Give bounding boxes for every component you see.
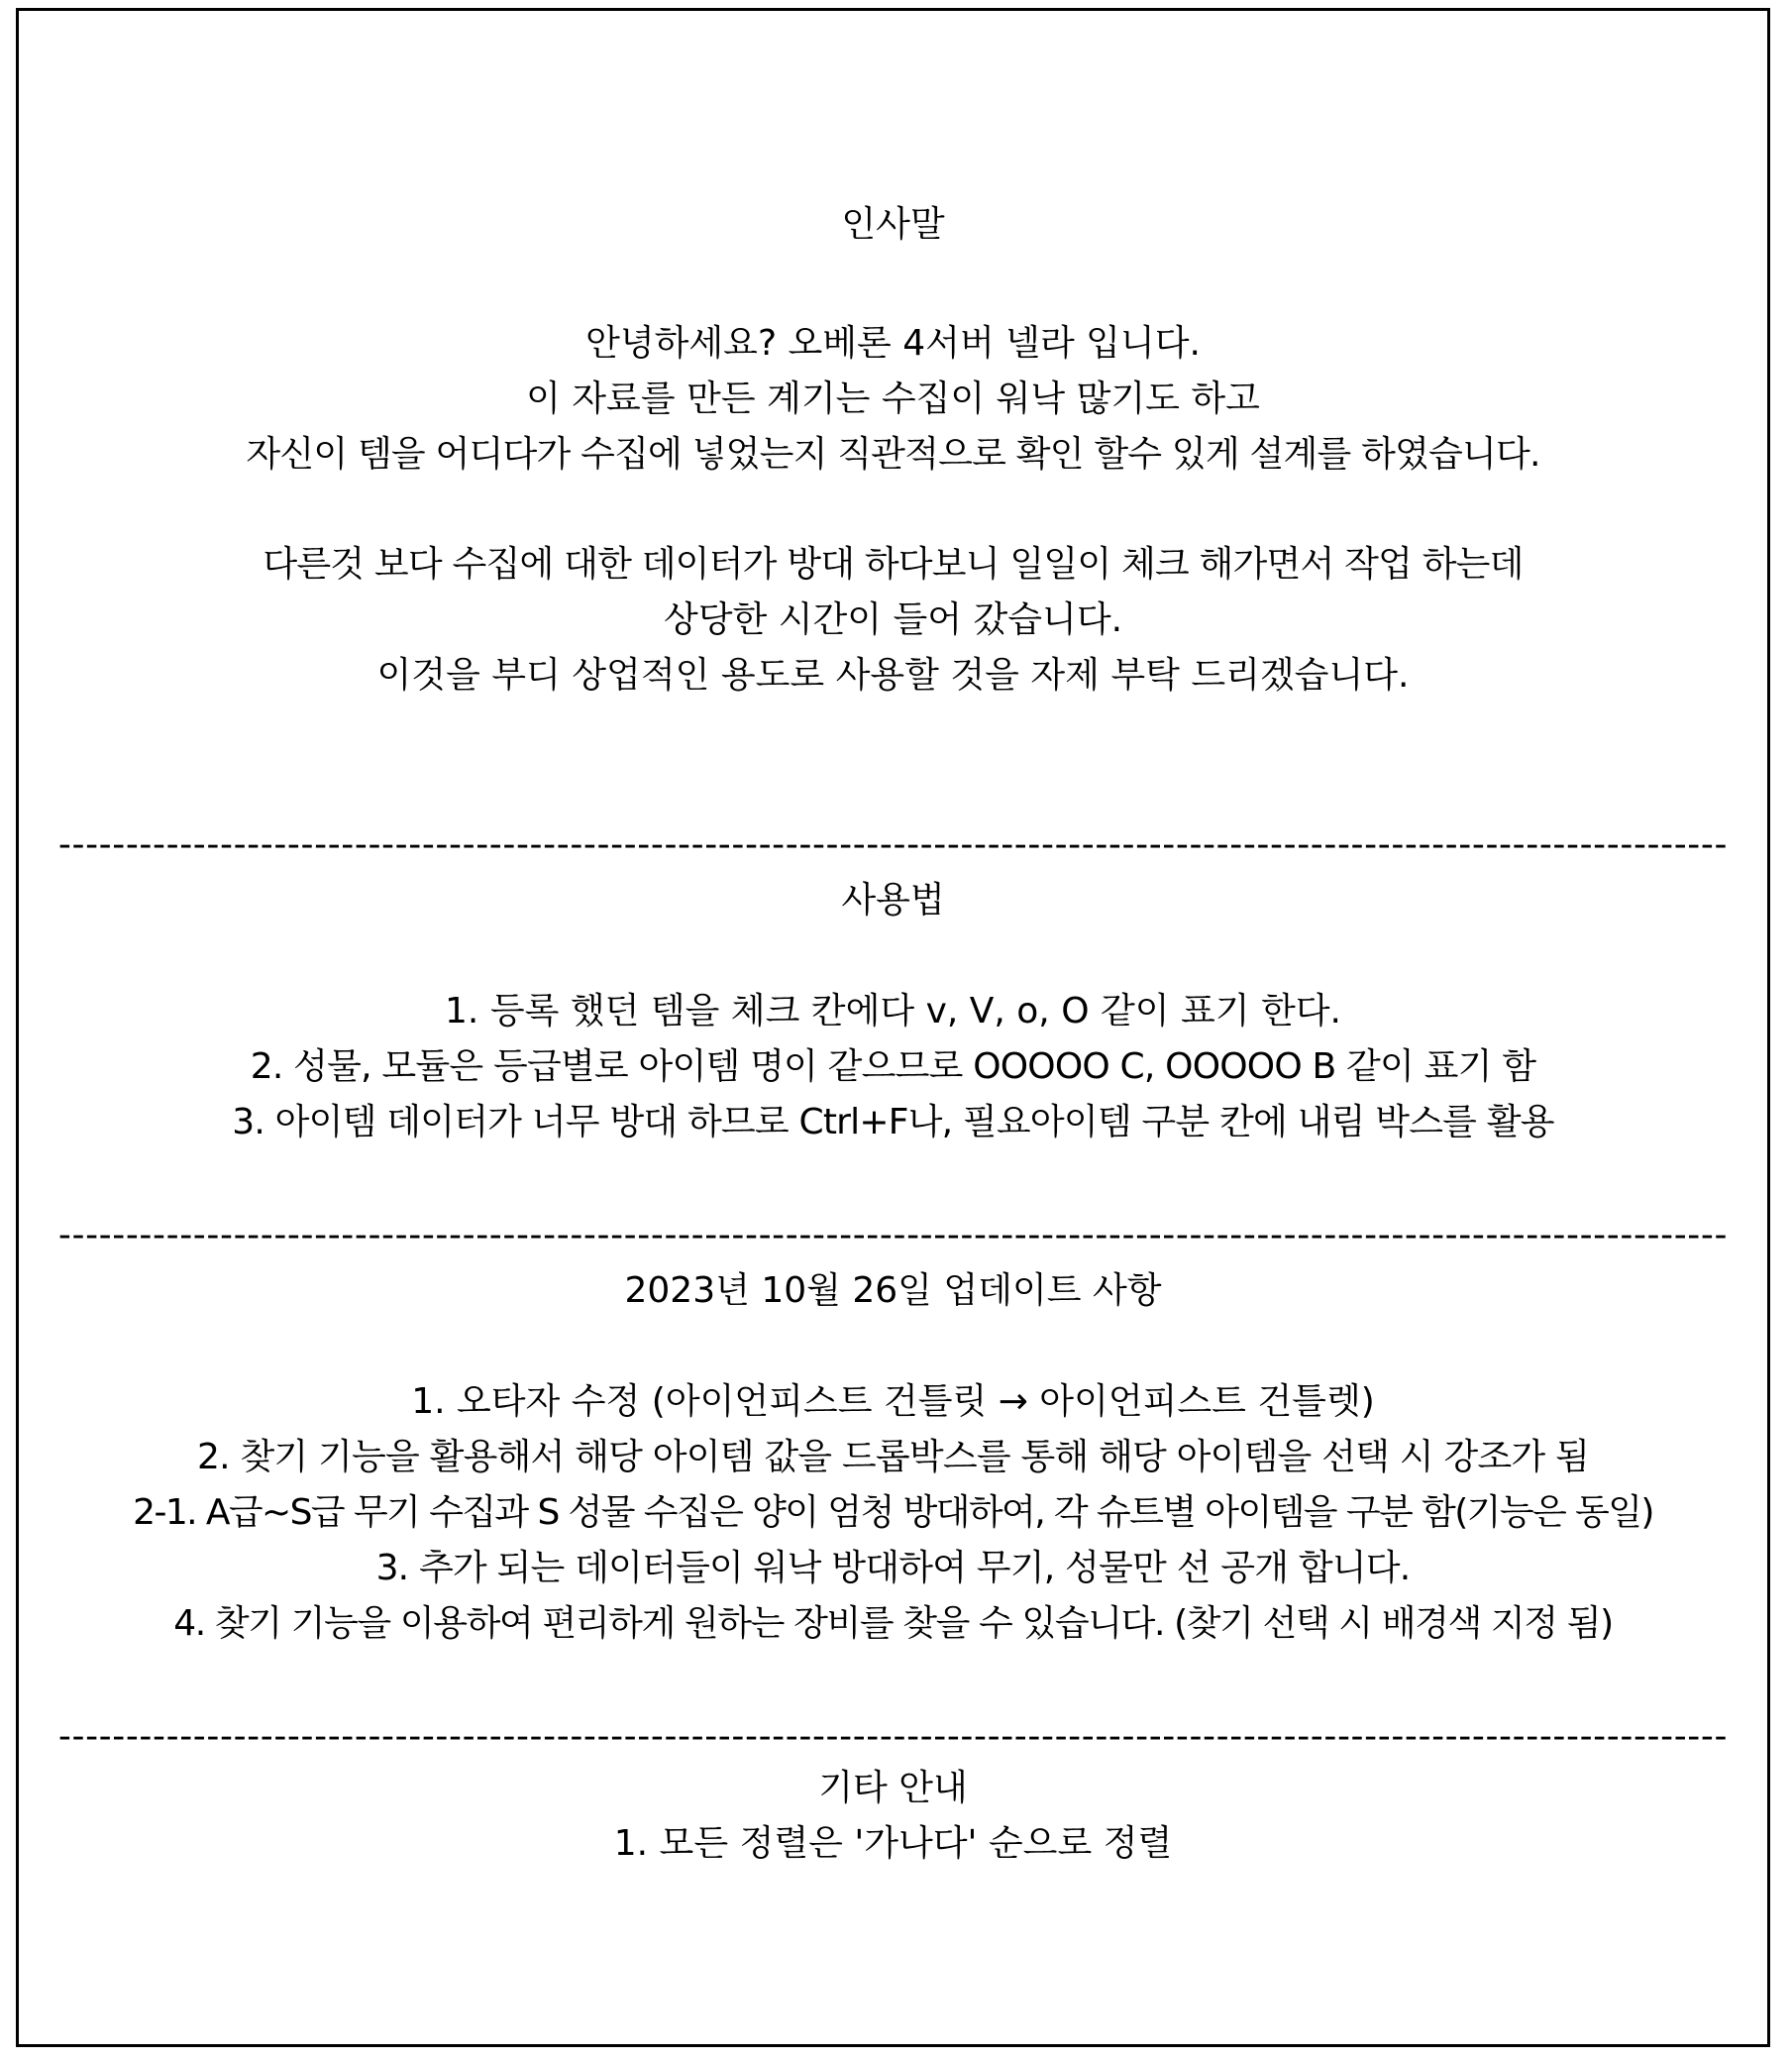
update-line-1: 1. 오타자 수정 (아이언피스트 건틀릿 → 아이언피스트 건틀렛)	[411, 1381, 1375, 1422]
section-divider: ----------------------------------------------------------------------------------------------------------------------------	[57, 825, 1729, 865]
notice-sheet	[16, 8, 1770, 2047]
other-title: 기타 안내	[818, 1768, 968, 1808]
greeting-line-3: 자신이 템을 어디다가 수집에 넣었는지 직관적으로 확인 할수 있게 설계를 하였습니다.	[246, 434, 1540, 475]
greeting-line-4: 다른것 보다 수집에 대한 데이터가 방대 하다보니 일일이 체크 해가면서 작업 하는데	[263, 544, 1524, 585]
usage-line-2: 2. 성물, 모듈은 등급별로 아이템 명이 같으므로 OOOOO C, OOOOO B 같이 표기 함	[250, 1046, 1536, 1087]
greeting-line-5: 상당한 시간이 들어 갔습니다.	[663, 599, 1123, 640]
greeting-line-2: 이 자료를 만든 계기는 수집이 워낙 많기도 하고	[526, 379, 1260, 419]
usage-title: 사용법	[841, 880, 945, 921]
greeting-title: 인사말	[841, 204, 945, 245]
usage-line-3: 3. 아이템 데이터가 너무 방대 하므로 Ctrl+F나, 필요아이템 구분 칸에 내림 박스를 활용	[232, 1102, 1554, 1142]
greeting-line-6: 이것을 부디 상업적인 용도로 사용할 것을 자제 부탁 드리겠습니다.	[376, 655, 1410, 696]
update-title: 2023년 10월 26일 업데이트 사항	[624, 1270, 1162, 1311]
section-divider: ----------------------------------------------------------------------------------------------------------------------------	[57, 1216, 1729, 1255]
section-divider: ----------------------------------------------------------------------------------------------------------------------------	[57, 1717, 1729, 1757]
update-line-2: 2. 찾기 기능을 활용해서 해당 아이템 값을 드롭박스를 통해 해당 아이템을 선택 시 강조가 됨	[197, 1437, 1589, 1477]
greeting-line-1: 안녕하세요? 오베론 4서버 넬라 입니다.	[585, 323, 1201, 364]
update-line-2-1: 2-1. A급~S급 무기 수집과 S 성물 수집은 양이 엄청 방대하여, 각 슈트별 아이템을 구분 함(기능은 동일)	[133, 1492, 1653, 1533]
usage-line-1: 1. 등록 했던 템을 체크 칸에다 v, V, o, O 같이 표기 한다.	[445, 991, 1341, 1031]
update-line-3: 3. 추가 되는 데이터들이 워낙 방대하여 무기, 성물만 선 공개 합니다.	[375, 1548, 1411, 1588]
update-line-4: 4. 찾기 기능을 이용하여 편리하게 원하는 장비를 찾을 수 있습니다. (찾기 선택 시 배경색 지정 됨)	[173, 1603, 1613, 1644]
other-line-1: 1. 모든 정렬은 '가나다' 순으로 정렬	[613, 1823, 1173, 1864]
